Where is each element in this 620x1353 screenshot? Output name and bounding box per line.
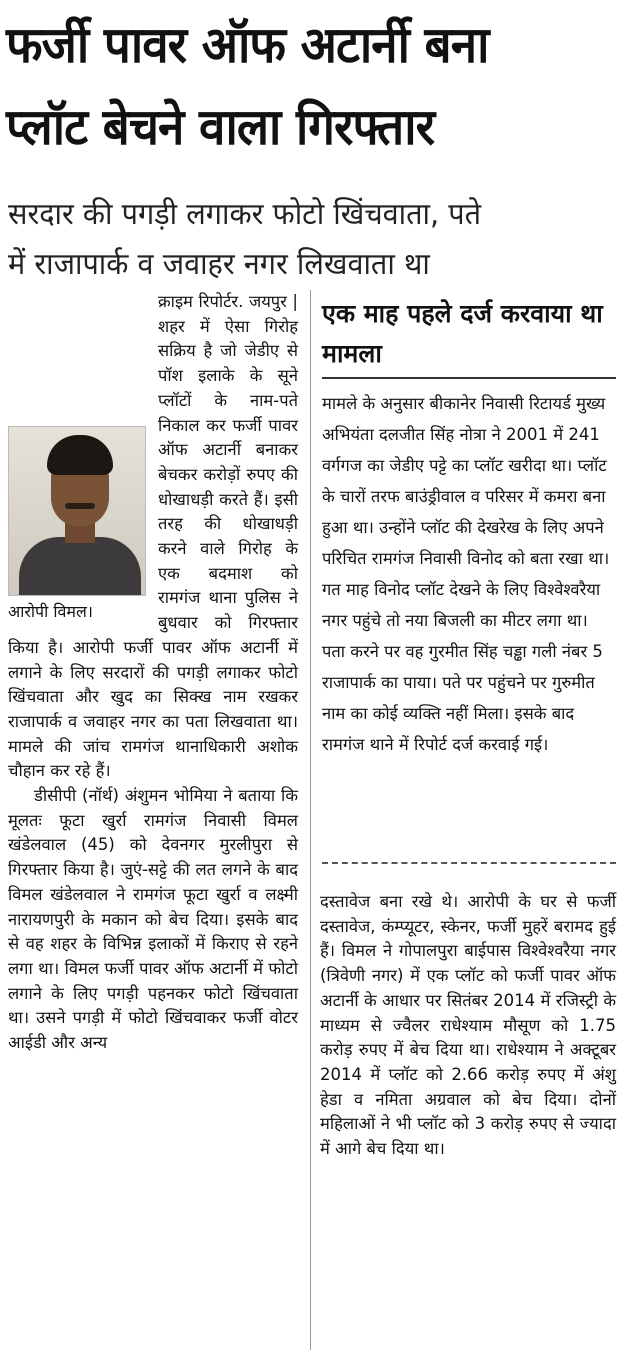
accused-photo [8,426,146,596]
accused-photo-block [8,426,148,621]
story-continuation-column [320,890,616,1162]
subheadline-line-1: सरदार की पगड़ी लगाकर फोटो खिंचवाता, पते [8,197,482,232]
main-story-column [8,290,298,1056]
column-separator [310,290,311,1350]
headline-line-2: प्लॉट बेचने वाला गिरफ्तार [6,98,435,156]
sidebar-heading-rule [322,377,616,379]
sidebar-dashed-divider [322,862,616,864]
photo-caption: आरोपी विमल। [8,602,93,621]
headline [6,4,584,168]
story-paragraph-2: डीसीपी (नॉर्थ) अंशुमन भोमिया ने बताया कि मूलतः फूटा खुर्रा रामगंज निवासी विमल खंडेलवाल (45) को देवनगर मुरलीपुरा से गिरफ्तार किया है। जुएं-सट्टे की लत लगने के बाद विमल खंडेलवाल ने रामगंज फूटा खुर्रा व लक्ष्मी नारायणपुरी के मकान को बेच दिया। इसके बाद से वह शहर के विभिन्न इलाकों में किराए से रहने लगा था। विमल फर्जी पावर ऑफ अटार्नी में फोटो लगाने के लिए पगड़ी पहनकर फोटो खिंचवाता था। उसने पगड़ी में फोटो खिंचवाकर फर्जी वोटर आईडी और अन्य [8,786,298,1053]
story-paragraph-1-text: शहर में ऐसा गिरोह सक्रिय है जो जेडीए से पॉश इलाके के सूने प्लॉटों के नाम-पते निकाल कर फर्जी पावर ऑफ अटार्नी बनाकर बेचकर करोड़ों रुपए की धोखाधड़ी करते हैं। इसी तरह की धोखाधड़ी करने वाले गिरोह के एक बदमाश को रामगंज थाना पुलिस ने बुधवार को गिरफ्तार किया है। आरोपी फर्जी पावर ऑफ अटार्नी में लगाने के लिए सरदारों की पगड़ी लगाकर फोटो खिंचवाता और खुद का सिक्ख नाम रखकर राजापार्क व जवाहर नगर का पता लिखवाता था। मामले की जांच रामगंज थानाधिकारी अशोक चौहान कर रहे हैं। [8,316,298,781]
dateline: क्राइम रिपोर्टर. जयपुर | [158,292,298,311]
sidebar-heading: एक माह पहले दर्ज करवाया था मामला [322,299,603,368]
subheadline [8,190,590,290]
subheadline-line-2: में राजापार्क व जवाहर नगर लिखवाता था [8,247,430,282]
headline-line-1: फर्जी पावर ऑफ अटार्नी बना [6,16,489,74]
sidebar-text: मामले के अनुसार बीकानेर निवासी रिटायर्ड मुख्य अभियंता दलजीत सिंह नोत्रा ने 2001 में 241 वर्गगज का जेडीए पट्टे का प्लॉट खरीदा था। प्लॉट के चारों तरफ बाउंड्रीवाल व परिसर में कमरा बना हुआ था। उन्होंने प्लॉट की देखरेख के लिए अपने परिचित रामगंज निवासी विनोद को बता रखा था। गत माह विनोद प्लॉट देखने के लिए विश्वेश्वरैया नगर पहुंचे तो नया बिजली का मीटर लगा था। पता करने पर वह गुरमीत सिंह चड्ढा गली नंबर 5 राजापार्क का पाया। पते पर पहुंचने पर गुरुमीत नाम का कोई व्यक्ति नहीं मिला। इसके बाद रामगंज थाने में रिपोर्ट दर्ज करवाई गई। [322,394,610,754]
story-paragraph-3: दस्तावेज बना रखे थे। आरोपी के घर से फर्जी दस्तावेज, कंम्प्यूटर, स्केनर, फर्जी मुहरें बरामद हुई हैं। विमल ने गोपालपुरा बाईपास विश्वेश्वरैया नगर (त्रिवेणी नगर) में एक प्लॉट को फर्जी पावर ऑफ अटार्नी के आधार पर सितंबर 2014 में रजिस्ट्री के माध्यम से ज्वैलर राधेश्याम मौसूण को 1.75 करोड़ रुपए में बेच दिया था। राधेश्याम ने अक्टूबर 2014 में प्लॉट को 2.66 करोड़ रुपए में अंशु हेडा व नमिता अग्रवाल को बेच दिया। दोनों महिलाओं ने भी प्लॉट को 3 करोड़ रुपए से ज्यादा में आगे बेच दिया था। [320,892,616,1159]
